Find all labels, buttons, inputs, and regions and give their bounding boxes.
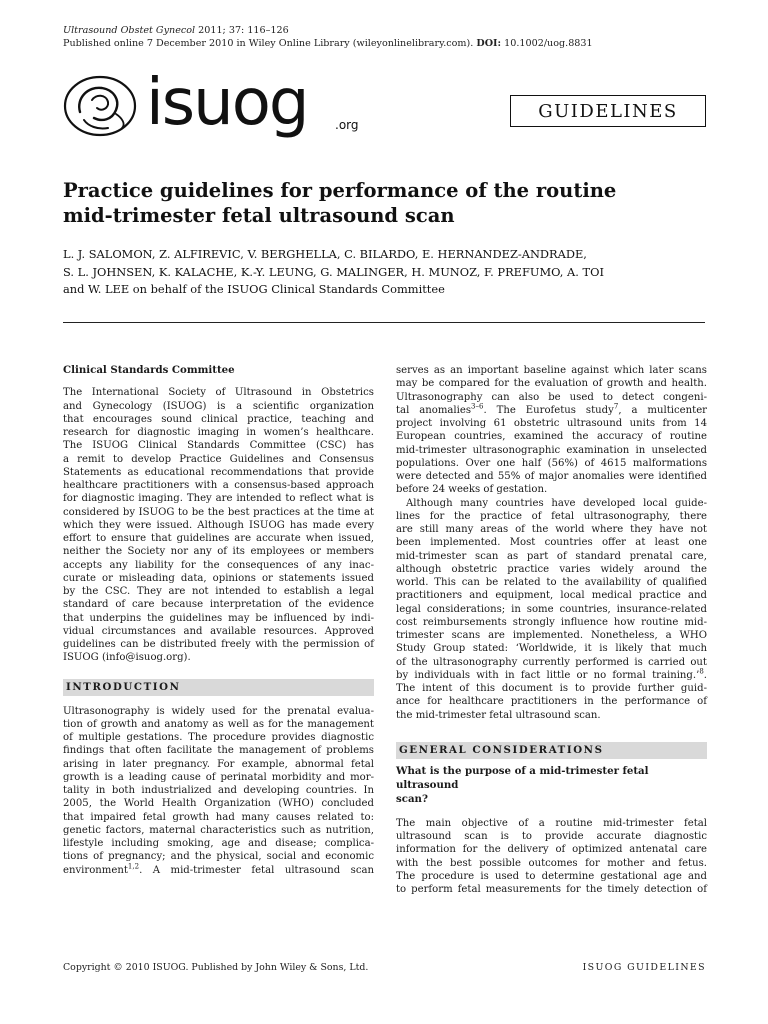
logo-wordmark: isuog xyxy=(146,66,308,140)
text-line: growth is a leading cause of perinatal morbidity and mor- xyxy=(63,771,374,783)
text-line: lifestyle including smoking, age and disease; complica- xyxy=(63,838,374,849)
journal-header xyxy=(63,24,593,50)
text-line: The procedure is used to determine gestational age and xyxy=(396,870,707,882)
text-line: may be compared for the evaluation of growth and health. xyxy=(396,378,707,390)
text-line: The International Society of Ultrasound in Obstetrics xyxy=(63,387,374,399)
introduction-heading: INTRODUCTION xyxy=(63,679,374,696)
text-line: guidelines can be distributed freely with the permission of xyxy=(63,639,374,650)
text-line: although obstetric practice varies widely around the xyxy=(396,563,707,575)
csc-paragraph xyxy=(63,386,374,664)
text-line: The ISUOG Clinical Standards Committee (CSC) has xyxy=(63,440,374,452)
text-line: a remit to develop Practice Guidelines and Consensus xyxy=(63,453,374,465)
text-line: research for diagnostic imaging in women’s healthcare. xyxy=(63,427,374,438)
text-line: considered by ISUOG to be the best practices at the time at xyxy=(63,506,374,518)
intro-continuation-paragraph xyxy=(396,364,707,497)
left-column xyxy=(63,364,374,877)
text-line: tion of growth and anatomy as well as for the management xyxy=(63,718,374,730)
logo-domain: .org xyxy=(335,118,359,132)
text-line: trimester scans are implemented. Nonetheless, a WHO xyxy=(396,630,707,641)
text-line: 2005, the World Health Organization (WHO) concluded xyxy=(63,798,374,810)
text-line: The main objective of a routine mid-trimester fetal xyxy=(396,817,707,829)
intro-last-line: environment$^{1,2}$. A mid-trimester fetal ultrasound scan xyxy=(63,862,374,876)
csc-heading: Clinical Standards Committee xyxy=(63,364,235,376)
introduction-paragraph xyxy=(63,705,374,864)
text-line: legal considerations; in some countries, insurance-related xyxy=(396,603,707,615)
text-line: ultrasound scan is to provide accurate diagnostic xyxy=(396,831,707,842)
title-divider xyxy=(63,322,705,323)
text-line: Ultrasonography can also be used to detect congeni- xyxy=(396,391,707,403)
text-line: ISUOG (info@isuog.org). xyxy=(63,652,191,664)
author-list: L. J. SALOMON, Z. ALFIREVIC, V. BERGHELLA, C. BILARDO, E. HERNANDEZ-ANDRADE, S. L. JOHNSEN, K. KALACHE, K.-Y. LEUNG, G. MALINGER, H. MUNOZ, F. PREFUMO, A. TOI and W. LEE on behalf of the ISUOG Clinical Standards Committee xyxy=(63,247,604,296)
text-line: practitioners and equipment, local medical practice and xyxy=(396,590,707,602)
text-line: and Gynecology (ISUOG) is a scientific organization xyxy=(63,400,374,412)
publication-line: Published online 7 December 2010 in Wiley Online Library (wileyonlinelibrary.com). DOI: 10.1002/uog.8831 xyxy=(63,38,593,49)
text-line: that underpins the guidelines may be influenced by indi- xyxy=(63,612,374,624)
text-line: neither the Society nor any of its employees or members xyxy=(63,546,374,558)
text-line: vidual circumstances and available resources. Approved xyxy=(63,625,374,637)
text-line: standard of care because interpretation of the evidence xyxy=(63,599,374,611)
text-line: The intent of this document is to provide further guid- xyxy=(396,683,707,694)
text-line: serves as an important baseline against which later scans xyxy=(396,365,707,376)
text-line: that impaired fetal growth had many causes related to: xyxy=(63,811,374,823)
text-line: before 24 weeks of gestation. xyxy=(396,484,548,496)
question-heading: What is the purpose of a mid-trimester fetal ultrasound scan? xyxy=(396,764,649,805)
text-line: to perform fetal measurements for the timely detection of xyxy=(396,884,707,895)
text-line: lines for the practice of fetal ultrasonography, there xyxy=(396,510,707,522)
text-line: cost reimbursements strongly influence how routine mid- xyxy=(396,616,707,628)
answer-paragraph xyxy=(396,817,707,897)
text-line: Ultrasonography is widely used for the prenatal evalua- xyxy=(63,705,374,717)
text-line: which they were issued. Although ISUOG has made every xyxy=(63,519,374,531)
text-line: that encourages sound clinical practice, teaching and xyxy=(63,413,374,425)
doi-link[interactable]: 10.1002/uog.8831 xyxy=(501,38,593,49)
guidelines-paragraph xyxy=(396,497,707,722)
text-line: tality in both industrialized and developing countries. In xyxy=(63,785,374,796)
text-line: mid-trimester scan as part of standard prenatal care, xyxy=(396,550,707,562)
guidelines-badge: GUIDELINES xyxy=(510,95,706,127)
text-line: accepts any liability for the consequences of any inac- xyxy=(63,559,374,571)
text-line: been implemented. Most countries offer at least one xyxy=(396,537,707,549)
text-line: information for the delivery of optimized antenatal care xyxy=(396,844,707,856)
text-line: healthcare practitioners with a consensus-based approach xyxy=(63,480,374,491)
isuog-logo[interactable] xyxy=(62,66,367,140)
text-line: by individuals with in fact little or no formal training.’$^8$. xyxy=(396,667,707,681)
text-line: by the CSC. They are not intended to establish a legal xyxy=(63,586,374,597)
text-line: Study Group stated: ‘Worldwide, it is likely that much xyxy=(396,643,707,655)
text-line: Statements as educational recommendations that provide xyxy=(63,466,374,478)
text-line: with the best possible outcomes for mother and fetus. xyxy=(396,857,707,869)
right-column xyxy=(396,364,707,896)
text-line: were detected and 55% of major anomalies were identified xyxy=(396,471,707,482)
fetus-logo-icon xyxy=(62,72,142,138)
text-line: the mid-trimester fetal ultrasound scan. xyxy=(396,709,601,721)
text-line: tions of pregnancy; and the physical, social and economic xyxy=(63,851,374,863)
text-line: mid-trimester ultrasonographic examination in unselected xyxy=(396,444,707,456)
text-line: of multiple gestations. The procedure provides diagnostic xyxy=(63,732,374,743)
text-line: arising in later pregnancy. For example, abnormal fetal xyxy=(63,758,374,770)
text-line: populations. Over one half (56%) of 4615 malformations xyxy=(396,457,707,469)
general-considerations-heading: GENERAL CONSIDERATIONS xyxy=(396,742,707,759)
text-line: for diagnostic imaging. They are intended to reflect what is xyxy=(63,493,374,505)
running-title: ISUOG GUIDELINES xyxy=(582,962,706,973)
text-line: effort to ensure that guidelines are accurate when issued, xyxy=(63,533,374,544)
copyright-footer: Copyright © 2010 ISUOG. Published by John Wiley & Sons, Ltd. xyxy=(63,962,369,973)
text-line: ance for healthcare practitioners in the performance of xyxy=(396,696,707,708)
citation-line: Ultrasound Obstet Gynecol 2011; 37: 116–126 xyxy=(63,25,289,36)
text-line: are still many areas of the world where they have not xyxy=(396,524,707,535)
text-line: tal anomalies$^{3-6}$. The Eurofetus study$^7$, a multicenter xyxy=(396,402,707,416)
text-line: world. This can be related to the availability of qualified xyxy=(396,577,707,588)
text-line: Although many countries have developed local guide- xyxy=(406,497,707,509)
text-line: of the ultrasonography currently performed is carried out xyxy=(396,656,707,668)
text-line: project involving 61 obstetric ultrasound units from 14 xyxy=(396,418,707,429)
text-line: genetic factors, maternal characteristics such as nutrition, xyxy=(63,824,374,836)
text-line: findings that often facilitate the management of problems xyxy=(63,745,374,757)
text-line: European countries, examined the accuracy of routine xyxy=(396,431,707,443)
article-title: Practice guidelines for performance of the routine mid-trimester fetal ultrasound scan xyxy=(63,179,617,227)
text-line: curate or misleading data, opinions or statements issued xyxy=(63,572,374,584)
